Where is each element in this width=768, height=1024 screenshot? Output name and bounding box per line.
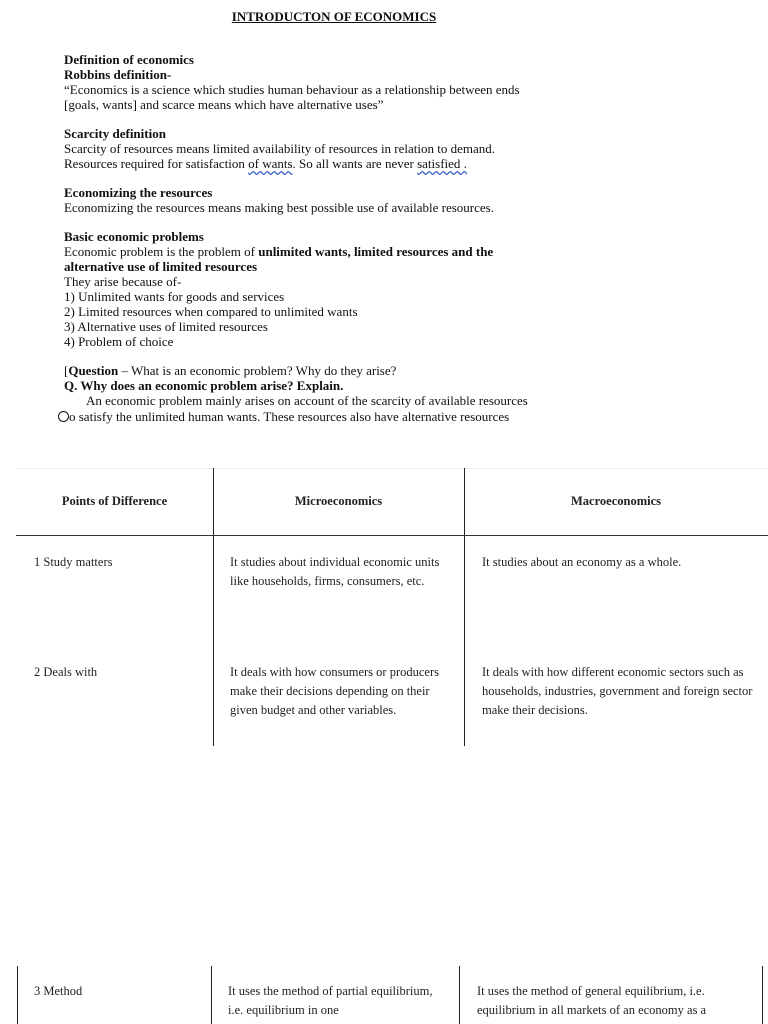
list-item: 1) Unlimited wants for goods and services [64,289,285,304]
table-row-macro: It studies about an economy as a whole. [482,555,682,569]
table-row-point: 1 Study matters [34,555,113,569]
basic-problems-heading: Basic economic problems [64,229,204,244]
header-macro: Macroeconomics [570,494,661,508]
header-micro: Microeconomics [294,494,383,508]
spellcheck-mark: of wants [248,156,293,171]
header-points: Points of Difference [61,494,168,508]
table-row-micro: It studies about individual economic units like households, firms, consumers, etc. [230,555,440,588]
economizing-text: Economizing the resources means making best possible use of available resources. [64,200,494,215]
table-row-macro: It deals with how different economic sectors such as households, industries, government and foreign sector make their decisions. [482,665,753,717]
table-row-micro: It uses the method of partial equilibrium, i.e. equilibrium in one [228,984,433,1017]
basic-problems-line2: alternative use of limited resources [64,259,258,274]
basic-problems-line1: Economic problem is the problem of unlimited wants, limited resources and the [64,244,494,259]
robbins-text-line1: “Economics is a science which studies human behaviour as a relationship between ends [64,82,520,97]
table-row-macro: It uses the method of general equilibrium, i.e. equilibrium in all markets of an economy as a [477,984,707,1017]
scarcity-text-line1: Scarcity of resources means limited availability of resources in relation to demand. [64,141,496,156]
table-row-point: 3 Method [34,984,83,998]
definition-heading: Definition of economics [64,52,194,67]
list-item: 3) Alternative uses of limited resources [64,319,268,334]
basic-problems-line3: They arise because of- [64,274,182,289]
spellcheck-mark: satisfied . [417,156,467,171]
economizing-heading: Economizing the resources [64,185,213,200]
answer-line1: An economic problem mainly arises on account of the scarcity of available resources [86,393,528,408]
q-line: Q. Why does an economic problem arise? Explain. [64,378,344,393]
robbins-text-line2: [goals, wants] and scarce means which have alternative uses” [64,97,384,112]
document-title: INTRODUCTON OF ECONOMICS [231,9,437,24]
question-line: [Question – What is an economic problem? Why do they arise? [64,363,397,378]
robbins-heading: Robbins definition- [64,67,172,82]
scarcity-heading: Scarcity definition [64,126,166,141]
table-row-micro: It deals with how consumers or producers make their decisions depending on their given budget and other variables. [230,665,439,717]
list-item: 4) Problem of choice [64,334,174,349]
list-item: 2) Limited resources when compared to unlimited wants [64,304,358,319]
scarcity-text-line2: Resources required for satisfaction of wants. So all wants are never satisfied . [64,156,467,171]
answer-line2: o satisfy the unlimited human wants. These resources also have alternative resources [69,409,510,424]
table-row-point: 2 Deals with [34,665,98,679]
